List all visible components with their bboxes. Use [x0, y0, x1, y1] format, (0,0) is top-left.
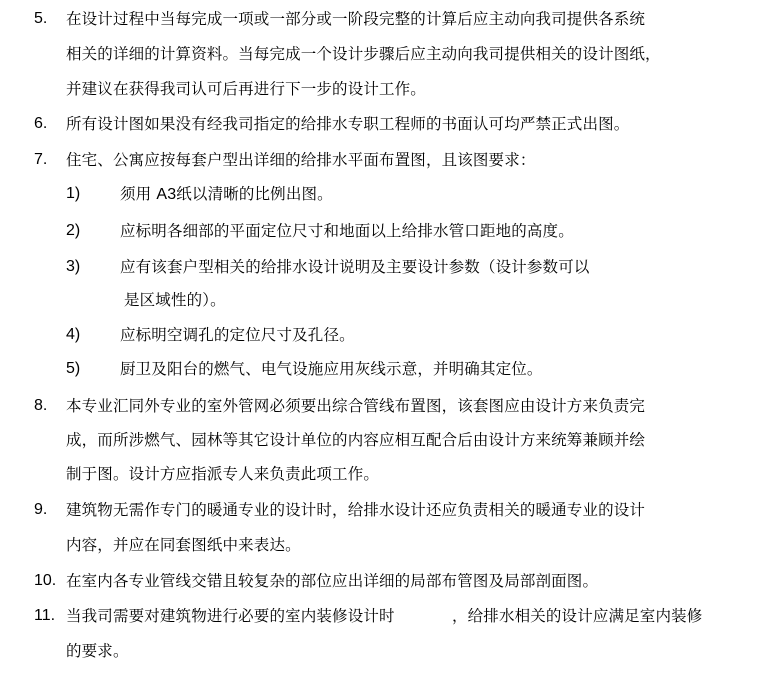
item-number: 6. — [34, 115, 48, 132]
item-text-line: 的要求。 — [66, 642, 129, 660]
item-text-line: 并建议在获得我司认可后再进行下一步的设计工作。 — [66, 80, 426, 98]
sub-item-text-pre: 须用 — [120, 185, 152, 203]
item-text-line: 在室内各专业管线交错且较复杂的部位应出详细的局部布管图及局部剖面图。 — [66, 572, 599, 590]
item-text-line: 制于图。设计方应指派专人来负责此项工作。 — [66, 465, 380, 483]
sub-item-number: 4) — [66, 326, 81, 343]
item-number: 11. — [34, 607, 56, 624]
item-text-line: 在设计过程中当每完成一项或一部分或一阶段完整的计算后应主动向我司提供各系统 — [66, 10, 646, 28]
item-number: 10. — [34, 572, 57, 589]
item-text-line: 内容，并应在同套图纸中来表达。 — [66, 536, 301, 554]
item-text-line: 相关的详细的计算资料。当每完成一个设计步骤后应主动向我司提供相关的设计图纸， — [66, 45, 661, 63]
sub-item-text: 应有该套户型相关的给排水设计说明及主要设计参数（设计参数可以 — [120, 258, 590, 276]
sub-item-number: 3) — [66, 258, 81, 275]
sub-item-text: 厨卫及阳台的燃气、电气设施应用灰线示意，并明确其定位。 — [120, 360, 543, 378]
item-text-line: 所有设计图如果没有经我司指定的给排水专职工程师的书面认可均严禁正式出图。 — [66, 115, 630, 133]
sub-item-number: 2) — [66, 222, 81, 239]
item-text-line: 当我司需要对建筑物进行必要的室内装修设计时 — [66, 607, 395, 625]
item-text-line: ，给排水相关的设计应满足室内装修 — [452, 607, 703, 625]
sub-item-text: 是区域性的）。 — [124, 291, 226, 309]
item-text-line: 住宅、公寓应按每套户型出详细的给排水平面布置图，且该图要求： — [66, 151, 536, 169]
sub-item-text: 应标明各细部的平面定位尺寸和地面以上给排水管口距地的高度。 — [120, 222, 574, 240]
sub-item-text-post: 纸以清晰的比例出图。 — [176, 185, 333, 203]
item-number: 7. — [34, 151, 48, 168]
item-text-line: 本专业汇同外专业的室外管网必须要出综合管线布置图，该套图应由设计方来负责完 — [66, 397, 646, 415]
sub-item-text: 应标明空调孔的定位尺寸及孔径。 — [120, 326, 355, 344]
item-text-line: 成，而所涉燃气、园林等其它设计单位的内容应相互配合后由设计方来统筹兼顾并绘 — [66, 431, 646, 449]
item-number: 8. — [34, 397, 48, 414]
item-text-line: 建筑物无需作专门的暖通专业的设计时，给排水设计还应负责相关的暖通专业的设计 — [66, 501, 646, 519]
item-number: 5. — [34, 10, 48, 27]
sub-item-text — [120, 184, 333, 205]
sub-item-number: 1) — [66, 185, 81, 202]
item-number: 9. — [34, 501, 48, 518]
paper-size: A3 — [156, 186, 177, 203]
sub-item-number: 5) — [66, 360, 81, 377]
